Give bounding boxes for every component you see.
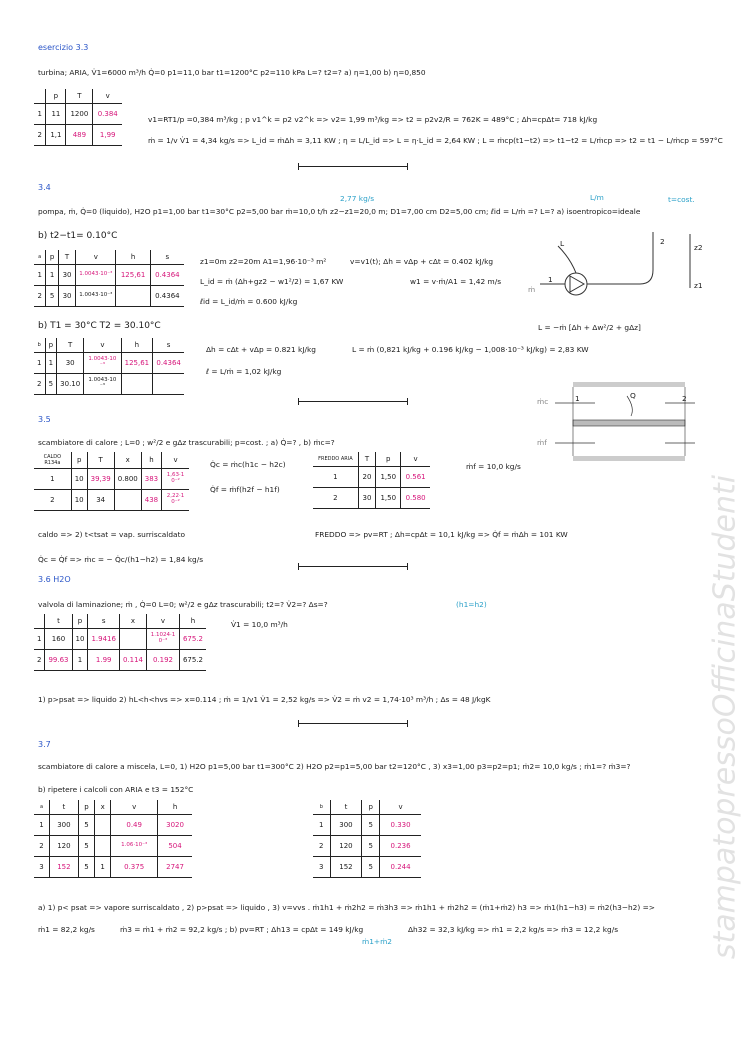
- table-row: [34, 469, 189, 490]
- data-table: [34, 614, 206, 671]
- table-cell: [153, 374, 184, 395]
- table-header: v: [146, 614, 179, 629]
- table-cell: 5: [78, 836, 94, 857]
- table-cell: 0.561: [401, 467, 430, 488]
- equation: Q̇c = ṁc(h1c − h2c): [210, 460, 286, 469]
- table-cell: 1,50: [376, 467, 401, 488]
- table-row: [34, 265, 184, 286]
- equation: v=v1(t); Δh = vΔp + cΔt = 0.402 kJ/kg: [350, 257, 494, 266]
- table-cell: 1: [72, 650, 88, 671]
- equation: a) 1) p< psat => vapore surriscaldato , 2) p>psat => liquido , 3) v=vvs . ṁ1h1 + ṁ2h2 = ṁ3h3 => ṁ1h1 + ṁ2h2 = (ṁ1+ṁ2) h3 => ṁ1(h1−h3) = ṁ2(h3−h2) =>: [38, 903, 655, 912]
- table-header: p: [362, 800, 380, 815]
- table-row: [34, 836, 192, 857]
- diagram-label: ṁf: [537, 438, 547, 447]
- table-header: t: [330, 800, 362, 815]
- table-cell: 2: [34, 650, 45, 671]
- equation: ℓ = L/ṁ = 1,02 kJ/kg: [206, 367, 282, 376]
- table-cell: 1: [313, 467, 358, 488]
- table-row: [313, 836, 421, 857]
- table-cell: 383: [141, 469, 161, 490]
- table-cell: 10: [71, 469, 87, 490]
- table-header: a: [34, 800, 50, 815]
- annotation: ṁ1+ṁ2: [362, 937, 392, 946]
- table-header: s: [153, 338, 184, 353]
- table-cell: 30: [58, 286, 75, 307]
- table-row: [34, 286, 184, 307]
- table-cell: 125,61: [116, 265, 150, 286]
- diagram-label: 1: [575, 394, 580, 403]
- table-cell: 1: [46, 265, 58, 286]
- table-header: h: [179, 614, 206, 629]
- table-cell: 2,22·10⁻²: [162, 490, 189, 511]
- table-cell: 152: [50, 857, 79, 878]
- table-header: v: [111, 800, 158, 815]
- table-cell: 1: [34, 265, 46, 286]
- table-header: p: [376, 452, 401, 467]
- statement: turbina; ARIA, V̇1=6000 m³/h Q̇=0 p1=11,0 bar t1=1200°C p2=110 kPa L=? t2=? a) η=1,00 b) η=0,850: [38, 68, 426, 77]
- table-header: FREDDO ARIA: [313, 452, 358, 467]
- diagram-label: Q: [630, 391, 636, 400]
- table-row: [34, 629, 206, 650]
- table-header: h: [116, 250, 150, 265]
- table-cell: 39,39: [87, 469, 114, 490]
- table-cell: 3: [313, 857, 330, 878]
- diagram-label: ṁ: [528, 285, 536, 294]
- table-cell: 5: [362, 815, 380, 836]
- separator: [298, 566, 408, 567]
- table-cell: 1.0043·10⁻³: [84, 353, 121, 374]
- table-header: v: [84, 338, 121, 353]
- table-cell: 1: [34, 629, 45, 650]
- diagram-label: z2: [694, 243, 703, 252]
- table-cell: 10: [71, 490, 87, 511]
- table-header: T: [66, 89, 93, 104]
- table-cell: 99.63: [45, 650, 72, 671]
- table-cell: 2: [313, 836, 330, 857]
- statement: scambiatore di calore ; L=0 ; w²/2 e gΔz trascurabili; p=cost. ; a) Q̇=? , b) ṁc=?: [38, 438, 335, 447]
- diagram-label: z1: [694, 281, 703, 290]
- table-cell: 675.2: [179, 650, 206, 671]
- table-row: [34, 125, 122, 146]
- equation: V̇1 = 10,0 m³/h: [231, 620, 288, 629]
- equation: ṁ3 = ṁ1 + ṁ2 = 92,2 kg/s ; b) pv=RT ; Δh13 = cpΔt = 149 kJ/kg: [120, 925, 364, 934]
- table-row: [34, 104, 122, 125]
- table-header: s: [88, 614, 120, 629]
- table-cell: 300: [50, 815, 79, 836]
- exercise-title: esercizio 3.3: [38, 43, 89, 52]
- watermark: stampatopressoOfficinaStudenti: [707, 474, 743, 960]
- table-cell: 0.384: [93, 104, 122, 125]
- table-cell: 1.06·10⁻³: [111, 836, 158, 857]
- table-cell: 5: [362, 836, 380, 857]
- equation: Δh32 = 32,3 kJ/kg => ṁ1 = 2,2 kg/s => ṁ3 = 12,2 kg/s: [408, 925, 619, 934]
- table-header: [34, 614, 45, 629]
- equation: L_id = ṁ (Δh+gz2 − w1²/2) = 1,67 KW: [200, 277, 344, 286]
- table-cell: 2: [34, 836, 50, 857]
- table-header: x: [95, 800, 111, 815]
- table-cell: 2747: [158, 857, 192, 878]
- table-row: [313, 857, 421, 878]
- table-header: T: [358, 452, 376, 467]
- table-cell: 0.375: [111, 857, 158, 878]
- table-cell: 30: [358, 488, 376, 509]
- table-cell: 1200: [66, 104, 93, 125]
- data-table: [313, 800, 421, 878]
- equation: FREDDO => pv=RT ; Δh=cpΔt = 10,1 kJ/kg => Q̇f = ṁΔh = 101 KW: [315, 530, 568, 539]
- table-cell: 0.330: [380, 815, 421, 836]
- table-cell: [119, 629, 146, 650]
- table-row: [34, 374, 184, 395]
- exercise-title: 3.7: [38, 740, 51, 749]
- table-row: [34, 857, 192, 878]
- annotation: t=cost.: [668, 195, 695, 204]
- data-table: [34, 338, 184, 395]
- separator: [298, 166, 408, 167]
- table-header: p: [46, 250, 58, 265]
- data-table: [34, 452, 189, 511]
- equation: w1 = v·ṁ/A1 = 1,42 m/s: [410, 277, 502, 286]
- table-row: [34, 490, 189, 511]
- exercise-title: 3.4: [38, 183, 51, 192]
- table-header: v: [401, 452, 430, 467]
- table-cell: 11: [46, 104, 66, 125]
- heat-exchanger-diagram: [535, 378, 705, 463]
- table-cell: 1.0043·10⁻³: [76, 286, 116, 307]
- table-row: [313, 815, 421, 836]
- table-cell: 1,50: [376, 488, 401, 509]
- equation: ṁ1 = 82,2 kg/s: [38, 925, 95, 934]
- statement: scambiatore di calore a miscela, L=0, 1) H2O p1=5,00 bar t1=300°C 2) H2O p2=p1=5,00 bar t2=120°C , 3) x3=1,00 p3=p2=p1; ṁ2= 10,0 kg/s ; ṁ1=? ṁ3=?: [38, 762, 631, 771]
- table-cell: 1.0043·10⁻³: [76, 265, 116, 286]
- table-header: h: [121, 338, 153, 353]
- equation: L = −ṁ [Δh + Δw²/2 + gΔz]: [538, 323, 641, 332]
- equation: Q̇c = Q̇f => ṁc = − Q̇c/(h1−h2) = 1,84 kg/s: [38, 555, 204, 564]
- exercise-title: 3.6 H2O: [38, 575, 71, 584]
- separator: [298, 401, 408, 402]
- table-cell: 1: [95, 857, 111, 878]
- equation: L = ṁ (0,821 kJ/kg + 0.196 kJ/kg − 1,008·10⁻³ kJ/kg) = 2,83 KW: [352, 345, 589, 354]
- table-cell: 0.114: [119, 650, 146, 671]
- equation: z1=0m z2=20m A1=1,96·10⁻³ m²: [200, 257, 327, 266]
- table-cell: 675.2: [179, 629, 206, 650]
- table-cell: 20: [358, 467, 376, 488]
- table-cell: [121, 374, 153, 395]
- diagram-label: 2: [682, 394, 687, 403]
- pump-diagram: [520, 228, 710, 308]
- table-cell: 0.4364: [153, 353, 184, 374]
- table-cell: 489: [66, 125, 93, 146]
- table-header: p: [72, 614, 88, 629]
- data-table: [34, 250, 184, 307]
- diagram-label: ṁc: [537, 397, 549, 406]
- exercise-title: 3.5: [38, 415, 51, 424]
- table-cell: 125,61: [121, 353, 153, 374]
- table-row: [313, 467, 430, 488]
- table-cell: 1: [34, 104, 46, 125]
- table-row: [313, 488, 430, 509]
- table-cell: 1: [313, 815, 330, 836]
- table-cell: 1.99: [88, 650, 120, 671]
- table-cell: 10: [72, 629, 88, 650]
- equation: Δh = cΔt + vΔp = 0.821 kJ/kg: [206, 345, 316, 354]
- table-cell: 1: [45, 353, 57, 374]
- table-header: p: [45, 338, 57, 353]
- table-header: b: [313, 800, 330, 815]
- equation: 1) p>psat => liquido 2) hL<h<hvs => x=0.114 ; ṁ = 1/v1 V̇1 = 2,52 kg/s => V̇2 = ṁ v2 = 1,74·10³ m³/h ; Δs = 48 J/kgK: [38, 695, 491, 704]
- table-cell: 152: [330, 857, 362, 878]
- table-cell: 5: [78, 857, 94, 878]
- table-cell: 5: [362, 857, 380, 878]
- table-cell: [95, 815, 111, 836]
- diagram-label: L: [560, 239, 565, 248]
- table-header: s: [150, 250, 184, 265]
- separator: [298, 723, 408, 724]
- table-cell: 120: [330, 836, 362, 857]
- table-header: x: [119, 614, 146, 629]
- table-header: v: [76, 250, 116, 265]
- table-header: h: [158, 800, 192, 815]
- table-cell: 160: [45, 629, 72, 650]
- table-cell: 34: [87, 490, 114, 511]
- table-cell: 1: [34, 815, 50, 836]
- table-header: b: [34, 338, 45, 353]
- table-cell: 2: [34, 286, 46, 307]
- equation: Q̇f = ṁf(h2f − h1f): [210, 485, 280, 494]
- data-table: [34, 89, 122, 146]
- table-cell: 3: [34, 857, 50, 878]
- table-cell: [95, 836, 111, 857]
- table-cell: 5: [78, 815, 94, 836]
- part-heading: b) ripetere i calcoli con ARIA e t3 = 152°C: [38, 785, 194, 794]
- table-header: T: [57, 338, 84, 353]
- table-cell: [116, 286, 150, 307]
- equation: v1=RT1/p =0,384 m³/kg ; p v1^k = p2 v2^k => v2= 1,99 m³/kg => t2 = p2v2/R = 762K = 489°C ; Δh=cpΔt= 718 kJ/kg: [148, 115, 598, 124]
- table-cell: 1.0043·10⁻³: [84, 374, 121, 395]
- data-table: [34, 800, 192, 878]
- table-cell: 0.580: [401, 488, 430, 509]
- part-heading: b) T1 = 30°C T2 = 30.10°C: [38, 321, 161, 331]
- table-row: [34, 650, 206, 671]
- table-cell: 1: [34, 469, 71, 490]
- part-heading: b) t2−t1= 0.10°C: [38, 231, 118, 241]
- table-header: h: [141, 452, 161, 469]
- table-row: [34, 815, 192, 836]
- table-header: CALDO R134a: [34, 452, 71, 469]
- table-header: T: [58, 250, 75, 265]
- table-cell: 120: [50, 836, 79, 857]
- table-cell: 438: [141, 490, 161, 511]
- table-cell: 1: [34, 353, 45, 374]
- table-cell: 0.4364: [150, 286, 184, 307]
- equation: ℓid = L_id/ṁ = 0.600 kJ/kg: [200, 297, 298, 306]
- table-header: x: [114, 452, 141, 469]
- table-cell: [114, 490, 141, 511]
- table-cell: 30: [57, 353, 84, 374]
- equation: caldo => 2) t<tsat = vap. surriscaldato: [38, 530, 185, 539]
- table-header: v: [93, 89, 122, 104]
- table-header: a: [34, 250, 46, 265]
- data-table: [313, 452, 430, 509]
- table-cell: 30.10: [57, 374, 84, 395]
- table-cell: 2: [34, 490, 71, 511]
- annotation: 2,77 kg/s: [340, 194, 375, 203]
- diagram-label: 2: [660, 237, 665, 246]
- equation: ṁ = 1/v V̇1 = 4,34 kg/s => L_id = ṁΔh = 3,11 KW ; η = L/L_id => L = η·L_id = 2,64 KW ; L = ṁcp(t1−t2) => t1−t2 = L/ṁcp => t2 = t1 − L/ṁcp = 597°C: [148, 136, 723, 145]
- table-cell: 0.4364: [150, 265, 184, 286]
- table-header: v: [380, 800, 421, 815]
- table-header: t: [50, 800, 79, 815]
- table-header: p: [78, 800, 94, 815]
- table-cell: 3020: [158, 815, 192, 836]
- statement: valvola di laminazione; ṁ , Q̇=0 L=0; w²/2 e gΔz trascurabili; t2=? V̇2=? Δs=?: [38, 600, 328, 609]
- table-cell: 30: [58, 265, 75, 286]
- table-header: [34, 89, 46, 104]
- table-cell: 300: [330, 815, 362, 836]
- table-cell: 2: [34, 125, 46, 146]
- diagram-label: 1: [548, 275, 553, 284]
- table-header: v: [162, 452, 189, 469]
- table-cell: 1,1: [46, 125, 66, 146]
- table-header: p: [46, 89, 66, 104]
- table-cell: 1,63·10⁻²: [162, 469, 189, 490]
- table-cell: 0.800: [114, 469, 141, 490]
- table-header: T: [87, 452, 114, 469]
- annotation: L/m: [590, 193, 604, 202]
- statement: pompa, ṁ, Q̇=0 (liquido), H2O p1=1,00 bar t1=30°C p2=5,00 bar ṁ=10,0 t/h z2−z1=20,0 m; D1=7,00 cm D2=5,00 cm; ℓid = L/ṁ =? L=? a) isoentropico=ideale: [38, 207, 641, 216]
- table-cell: 2: [34, 374, 45, 395]
- table-header: t: [45, 614, 72, 629]
- table-cell: 2: [313, 488, 358, 509]
- annotation: (h1=h2): [456, 600, 487, 609]
- table-cell: 5: [46, 286, 58, 307]
- table-cell: 0.192: [146, 650, 179, 671]
- table-cell: 5: [45, 374, 57, 395]
- table-row: [34, 353, 184, 374]
- table-cell: 0.244: [380, 857, 421, 878]
- table-header: p: [71, 452, 87, 469]
- table-cell: 1.9416: [88, 629, 120, 650]
- table-cell: 504: [158, 836, 192, 857]
- table-cell: 0.236: [380, 836, 421, 857]
- table-cell: 0.49: [111, 815, 158, 836]
- table-cell: 1.1024·10⁻³: [146, 629, 179, 650]
- equation: ṁf = 10,0 kg/s: [466, 462, 521, 471]
- table-cell: 1,99: [93, 125, 122, 146]
